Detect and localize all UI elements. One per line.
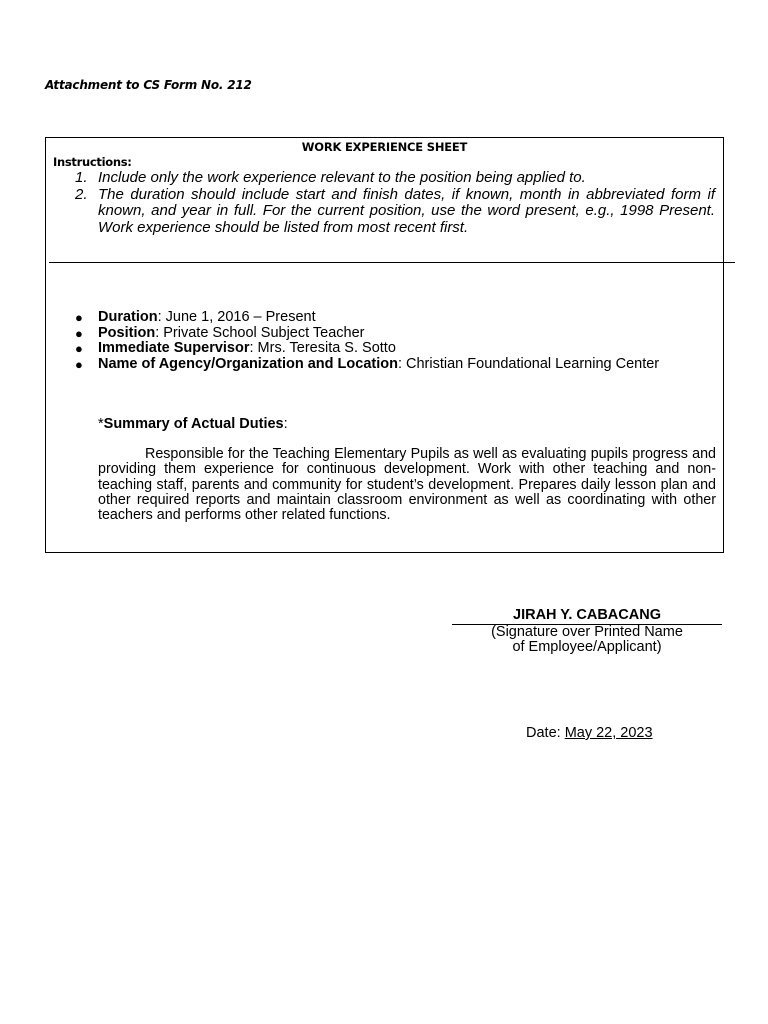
work-details-list [75, 310, 715, 372]
sheet-title: WORK EXPERIENCE SHEET [301, 140, 468, 154]
summary-heading [98, 416, 288, 432]
summary-prefix: * [98, 416, 104, 432]
detail-value: : Private School Subject Teacher [155, 324, 365, 341]
instructions-label: Instructions: [53, 155, 132, 169]
detail-value: : Mrs. Teresita S. Sotto [249, 340, 396, 356]
detail-label: Name of Agency/Organization and Location [98, 355, 398, 372]
date-line [526, 725, 653, 741]
date-value: May 22, 2023 [564, 725, 653, 741]
bullet-icon: ● [75, 310, 83, 325]
signature-block [452, 608, 722, 656]
detail-supervisor [75, 341, 715, 357]
bullet-icon: ● [75, 356, 83, 372]
summary-text: Responsible for the Teaching Elementary Pupils as well as evaluating pupils progress and providing them experience for continuous development. Work with other teaching and non-teaching staff, parents and community for student’s development. Prepares daily lesson plan and other required reports and maintain classroom environment as well as coordinating with other teachers and performs other related functions. [98, 446, 716, 524]
instruction-text: Include only the work experience relevant to the position being applied to. [98, 169, 586, 186]
section-divider [49, 262, 735, 263]
date-label: Date: [526, 725, 565, 741]
detail-label: Position [98, 324, 156, 341]
instruction-number: 1. [75, 169, 88, 186]
signature-caption-line2: of Employee/Applicant) [512, 639, 662, 655]
detail-value: : Christian Foundational Learning Center [397, 355, 660, 372]
instruction-text: The duration should include start and finish dates, if known, month in abbreviated form if known, and year in full. For the current position, use the word present, e.g., 1998 Present. Work experience should be listed from most recent first. [98, 185, 715, 236]
detail-label: Duration [98, 309, 158, 325]
summary-suffix: : [283, 416, 288, 432]
instruction-number: 2. [75, 185, 88, 203]
work-experience-sheet [45, 137, 724, 553]
detail-position [75, 326, 715, 342]
instruction-item [75, 170, 715, 187]
signer-name: JIRAH Y. CABACANG [452, 608, 722, 625]
bullet-icon: ● [75, 325, 83, 341]
detail-duration [75, 310, 715, 326]
attachment-label: Attachment to CS Form No. 212 [45, 78, 252, 92]
bullet-icon: ● [75, 341, 83, 356]
detail-label: Immediate Supervisor [98, 340, 250, 356]
signature-caption-line1: (Signature over Printed Name [491, 623, 683, 640]
instruction-item [75, 187, 715, 237]
detail-value: : June 1, 2016 – Present [157, 309, 316, 325]
instructions-list [75, 170, 715, 236]
summary-label: Summary of Actual Duties [103, 416, 284, 432]
detail-agency [75, 357, 715, 373]
